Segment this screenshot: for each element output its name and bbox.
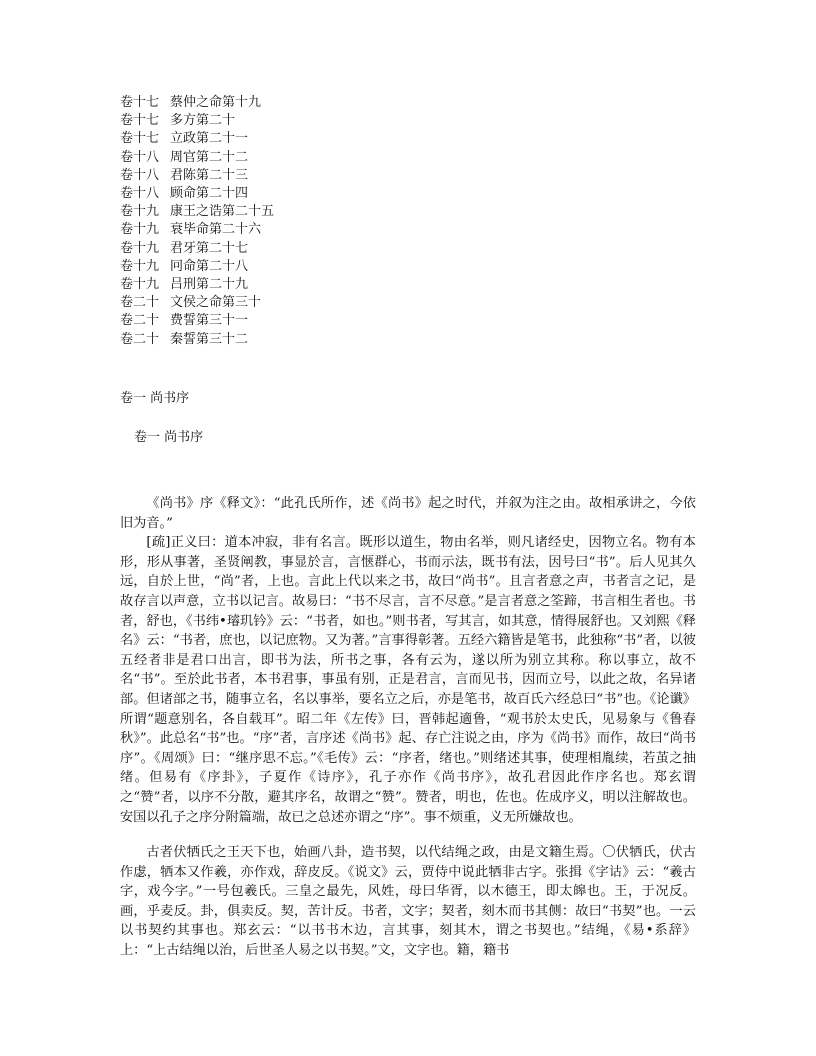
toc-title: 衰毕命第二十六 <box>170 222 262 238</box>
toc-title: 顾命第二十四 <box>170 186 249 202</box>
toc-volume: 卷十九 <box>120 240 160 256</box>
toc-title: 冋命第二十八 <box>170 258 249 274</box>
toc-entry <box>120 312 274 330</box>
toc-volume: 卷十九 <box>120 204 160 220</box>
toc-title: 君牙第二十七 <box>170 240 249 256</box>
chapter-subheading: 卷一 尚书序 <box>134 430 204 445</box>
toc-entry <box>120 167 274 185</box>
toc-volume: 卷十八 <box>120 149 160 165</box>
toc-entry <box>120 203 274 221</box>
body-text <box>120 494 696 961</box>
paragraph-main-text: 古者伏牺氏之王天下也，始画八卦，造书契，以代结绳之政，由是文籍生焉。〇伏牺氏，伏古作虙，牺本又作羲，亦作戏，辞皮反。《说文》云，贾侍中说此牺非古字。张揖《字诂》云：“羲古字，戏今字。”一号包羲氏。三皇之最先，风姓，母曰华胥，以木德王，即太皞也。王，于况反。画，乎麦反。卦，俱卖反。契，苦计反。书者，文字；契者，刻木而书其侧：故曰“书契”也。一云以书契约其事也。郑玄云：“以书书木边，言其事，刻其木，谓之书契也。”结绳，《易•系辞》上：“上古结绳以治，后世圣人易之以书契。”文，文字也。籍，籍书 <box>120 845 696 959</box>
toc-entry <box>120 294 274 312</box>
paragraph-commentary: [疏]正义曰：道本冲寂，非有名言。既形以道生，物由名举，则凡诸经史，因物立名。物有本形，形从事著，圣贤阐教，事显於言，言惬群心，书而示法，既书有法，因号曰“书”。后人见其久远，自於上世，“尚”者，上也。言此上代以来之书，故曰“尚书”。且言者意之声，书者言之记，是故存言以声意，立书以记言。故易曰：“书不尽言，言不尽意。”是言者意之筌蹄，书言相生者也。书者，舒也，《书纬•璿玑钤》云：“书者，如也。”则书者，写其言，如其意，情得展舒也。又刘熙《释名》云：“书者，庶也，以记庶物。又为著。”言事得彰著。五经六籍皆是笔书，此独称“书”者，以彼五经者非是君口出言，即书为法，所书之事，各有云为，遂以所为别立其称。称以事立，故不名“书”。至於此书者，本书君事，事虽有别，正是君言，言而见书，因而立号，以此之故，名异诸部。但诸部之书，随事立名，名以事举，要名立之后，亦是笔书，故百氏六经总曰“书”也。《论谶》所谓“题意别名，各自载耳”。昭二年《左传》曰，晋韩起適鲁，“观书於太史氏，见易象与《鲁春秋》”。此总名“书”也。“序”者，言序述《尚书》起、存亡注说之由，序为《尚书》而作，故曰“尚书序”。《周颂》曰：“继序思不忘。”《毛传》云：“序者，绪也。”则绪述其事，使理相胤续，若茧之抽绪。但易有《序卦》，子夏作《诗序》，孔子亦作《尚书序》，故孔君因此作序名也。郑玄谓之“赞”者，以序不分散，避其序名，故谓之“赞”。赞者，明也，佐也。佐成序义，明以注解故也。安国以孔子之序分附篇端，故已之总述亦谓之“序”。事不烦重，义无所嫌故也。 <box>120 535 696 825</box>
toc-title: 康王之诰第二十五 <box>170 204 275 220</box>
toc-title: 吕刑第二十九 <box>170 277 249 293</box>
toc-volume: 卷二十 <box>120 331 160 347</box>
toc-volume: 卷十九 <box>120 277 160 293</box>
toc-title: 费誓第三十一 <box>170 313 249 329</box>
toc-volume: 卷十七 <box>120 95 160 110</box>
toc-entry <box>120 221 274 239</box>
toc-entry <box>120 240 274 258</box>
toc-volume: 卷十九 <box>120 258 160 274</box>
toc-title: 君陈第二十三 <box>170 167 249 183</box>
toc-volume: 卷十八 <box>120 167 160 183</box>
toc-volume: 卷二十 <box>120 313 160 329</box>
toc-title: 文侯之命第三十 <box>170 295 262 311</box>
toc-entry <box>120 94 274 112</box>
toc-entry <box>120 276 274 294</box>
toc-title: 蔡仲之命第十九 <box>170 95 262 110</box>
toc-title: 周官第二十二 <box>170 149 249 165</box>
toc-volume: 卷十九 <box>120 222 160 238</box>
toc-entry <box>120 130 274 148</box>
toc-title: 多方第二十 <box>170 113 236 129</box>
toc-title: 秦誓第三十二 <box>170 331 249 347</box>
toc-entry <box>120 149 274 167</box>
toc-volume: 卷十八 <box>120 186 160 202</box>
table-of-contents <box>120 94 274 349</box>
paragraph-preface-note: 《尚书》序《释文》：“此孔氏所作，述《尚书》起之时代，并叙为注之由。故相承讲之，今依旧为音。” <box>120 496 696 531</box>
toc-title: 立政第二十一 <box>170 131 249 147</box>
toc-volume: 卷十七 <box>120 131 160 147</box>
chapter-heading: 卷一 尚书序 <box>120 391 190 406</box>
toc-entry <box>120 331 274 349</box>
toc-entry <box>120 185 274 203</box>
toc-entry <box>120 112 274 130</box>
toc-volume: 卷二十 <box>120 295 160 311</box>
toc-volume: 卷十七 <box>120 113 160 129</box>
toc-entry <box>120 258 274 276</box>
